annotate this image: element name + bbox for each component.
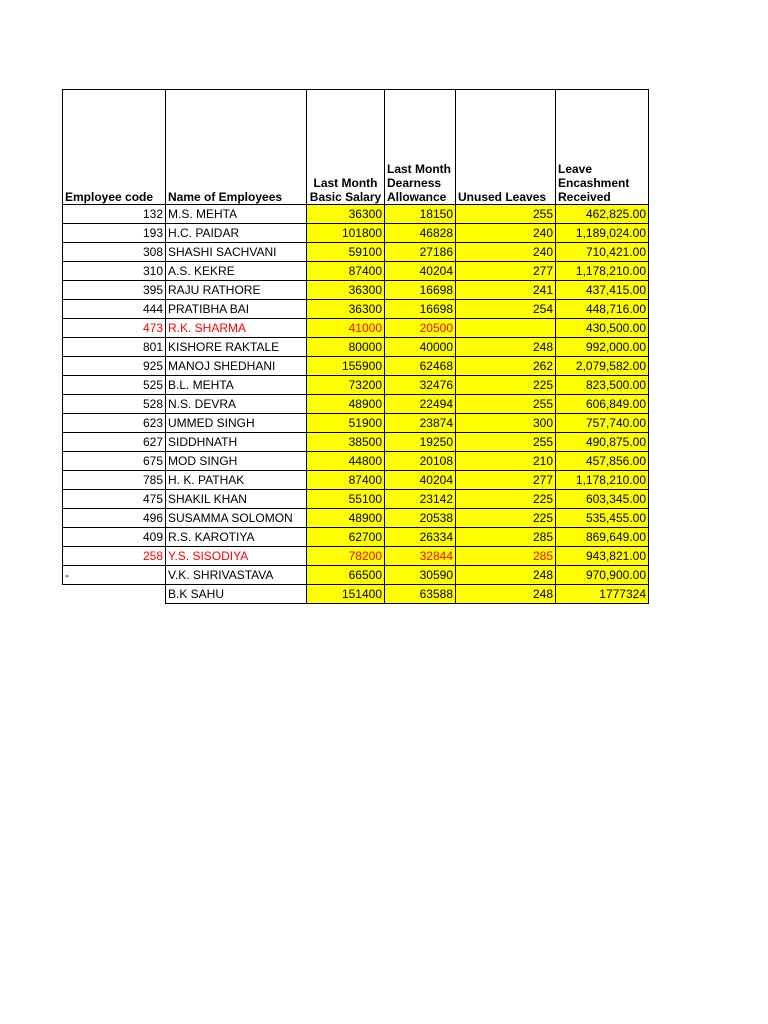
cell-employee-code[interactable]: 310 <box>63 262 166 281</box>
cell-employee-name[interactable]: M.S. MEHTA <box>166 205 307 224</box>
header-employee-name[interactable]: Name of Employees <box>166 90 307 205</box>
header-leave-encashment[interactable]: Leave Encashment Received <box>556 90 649 205</box>
cell-dearness-allowance[interactable]: 16698 <box>385 300 456 319</box>
table-row <box>63 566 649 585</box>
table-row <box>63 490 649 509</box>
table-row <box>63 338 649 357</box>
table-body <box>63 205 649 604</box>
cell-basic-salary[interactable]: 41000 <box>307 319 385 338</box>
table-row <box>63 300 649 319</box>
cell-unused-leaves[interactable]: 248 <box>456 585 556 604</box>
cell-employee-code[interactable]: 395 <box>63 281 166 300</box>
cell-employee-name[interactable]: KISHORE RAKTALE <box>166 338 307 357</box>
cell-employee-code[interactable]: 409 <box>63 528 166 547</box>
cell-dearness-allowance[interactable]: 23874 <box>385 414 456 433</box>
table-row <box>63 433 649 452</box>
cell-employee-name[interactable]: H. K. PATHAK <box>166 471 307 490</box>
cell-leave-encashment[interactable]: 457,856.00 <box>556 452 649 471</box>
cell-employee-code[interactable]: 473 <box>63 319 166 338</box>
cell-unused-leaves[interactable]: 277 <box>456 262 556 281</box>
cell-leave-encashment[interactable]: 710,421.00 <box>556 243 649 262</box>
cell-employee-code[interactable]: 475 <box>63 490 166 509</box>
cell-dearness-allowance[interactable]: 20538 <box>385 509 456 528</box>
cell-leave-encashment[interactable]: 462,825.00 <box>556 205 649 224</box>
cell-dearness-allowance[interactable]: 19250 <box>385 433 456 452</box>
cell-basic-salary[interactable]: 51900 <box>307 414 385 433</box>
table-row <box>63 395 649 414</box>
cell-basic-salary[interactable]: 48900 <box>307 395 385 414</box>
cell-dearness-allowance[interactable]: 40204 <box>385 262 456 281</box>
table-row <box>63 376 649 395</box>
cell-employee-name[interactable]: B.K SAHU <box>166 585 307 604</box>
cell-employee-code[interactable]: 496 <box>63 509 166 528</box>
cell-leave-encashment[interactable]: 943,821.00 <box>556 547 649 566</box>
cell-employee-code[interactable]: 528 <box>63 395 166 414</box>
table-row <box>63 547 649 566</box>
cell-unused-leaves[interactable]: 255 <box>456 433 556 452</box>
cell-basic-salary[interactable]: 38500 <box>307 433 385 452</box>
table-row <box>63 243 649 262</box>
cell-basic-salary[interactable]: 44800 <box>307 452 385 471</box>
cell-basic-salary[interactable]: 62700 <box>307 528 385 547</box>
cell-leave-encashment[interactable]: 1,178,210.00 <box>556 471 649 490</box>
cell-dearness-allowance[interactable]: 63588 <box>385 585 456 604</box>
header-basic-salary[interactable]: Last Month Basic Salary <box>307 90 385 205</box>
cell-leave-encashment[interactable]: 437,415.00 <box>556 281 649 300</box>
table-row <box>63 414 649 433</box>
cell-leave-encashment[interactable]: 490,875.00 <box>556 433 649 452</box>
cell-leave-encashment[interactable]: 757,740.00 <box>556 414 649 433</box>
table-row <box>63 262 649 281</box>
cell-dearness-allowance[interactable]: 32476 <box>385 376 456 395</box>
table-row <box>63 509 649 528</box>
cell-employee-code[interactable]: 785 <box>63 471 166 490</box>
cell-unused-leaves[interactable]: 240 <box>456 224 556 243</box>
cell-employee-code[interactable] <box>63 585 166 604</box>
cell-unused-leaves[interactable]: 300 <box>456 414 556 433</box>
cell-unused-leaves[interactable]: 225 <box>456 509 556 528</box>
cell-employee-code[interactable]: 623 <box>63 414 166 433</box>
cell-employee-name[interactable]: MOD SINGH <box>166 452 307 471</box>
cell-employee-code[interactable]: 444 <box>63 300 166 319</box>
cell-unused-leaves[interactable]: 262 <box>456 357 556 376</box>
cell-basic-salary[interactable]: 36300 <box>307 205 385 224</box>
header-dearness-allowance[interactable]: Last Month Dearness Allowance <box>385 90 456 205</box>
cell-unused-leaves[interactable]: 285 <box>456 528 556 547</box>
cell-employee-code[interactable]: 675 <box>63 452 166 471</box>
cell-employee-code[interactable]: 801 <box>63 338 166 357</box>
table-row <box>63 471 649 490</box>
cell-unused-leaves[interactable]: 285 <box>456 547 556 566</box>
cell-dearness-allowance[interactable]: 32844 <box>385 547 456 566</box>
cell-basic-salary[interactable]: 80000 <box>307 338 385 357</box>
table-row <box>63 281 649 300</box>
cell-leave-encashment[interactable]: 535,455.00 <box>556 509 649 528</box>
cell-unused-leaves[interactable]: 255 <box>456 395 556 414</box>
cell-employee-code[interactable]: 627 <box>63 433 166 452</box>
cell-leave-encashment[interactable]: 992,000.00 <box>556 338 649 357</box>
cell-unused-leaves[interactable]: 254 <box>456 300 556 319</box>
header-unused-leaves[interactable]: Unused Leaves <box>456 90 556 205</box>
cell-leave-encashment[interactable]: 823,500.00 <box>556 376 649 395</box>
cell-unused-leaves[interactable]: 225 <box>456 490 556 509</box>
cell-basic-salary[interactable]: 101800 <box>307 224 385 243</box>
cell-unused-leaves[interactable] <box>456 319 556 338</box>
cell-leave-encashment[interactable]: 1,189,024.00 <box>556 224 649 243</box>
cell-employee-name[interactable]: SIDDHNATH <box>166 433 307 452</box>
cell-dearness-allowance[interactable]: 46828 <box>385 224 456 243</box>
cell-basic-salary[interactable]: 36300 <box>307 300 385 319</box>
cell-basic-salary[interactable]: 66500 <box>307 566 385 585</box>
cell-unused-leaves[interactable]: 241 <box>456 281 556 300</box>
cell-employee-name[interactable]: PRATIBHA BAI <box>166 300 307 319</box>
cell-employee-code[interactable]: 258 <box>63 547 166 566</box>
cell-basic-salary[interactable]: 87400 <box>307 471 385 490</box>
leave-encashment-table <box>62 89 649 604</box>
cell-dearness-allowance[interactable]: 20108 <box>385 452 456 471</box>
cell-unused-leaves[interactable]: 248 <box>456 338 556 357</box>
cell-leave-encashment[interactable]: 606,849.00 <box>556 395 649 414</box>
cell-employee-code[interactable]: 925 <box>63 357 166 376</box>
cell-basic-salary[interactable]: 55100 <box>307 490 385 509</box>
cell-employee-code[interactable]: 193 <box>63 224 166 243</box>
cell-basic-salary[interactable]: 151400 <box>307 585 385 604</box>
table-row <box>63 585 649 604</box>
cell-leave-encashment[interactable]: 1,178,210.00 <box>556 262 649 281</box>
cell-employee-code[interactable]: 525 <box>63 376 166 395</box>
table-row <box>63 224 649 243</box>
cell-leave-encashment[interactable]: 1777324 <box>556 585 649 604</box>
table-row <box>63 357 649 376</box>
table-row <box>63 319 649 338</box>
cell-unused-leaves[interactable]: 248 <box>456 566 556 585</box>
cell-leave-encashment[interactable]: 2,079,582.00 <box>556 357 649 376</box>
cell-unused-leaves[interactable]: 225 <box>456 376 556 395</box>
cell-unused-leaves[interactable]: 210 <box>456 452 556 471</box>
cell-leave-encashment[interactable]: 603,345.00 <box>556 490 649 509</box>
cell-basic-salary[interactable]: 87400 <box>307 262 385 281</box>
cell-employee-code[interactable]: 308 <box>63 243 166 262</box>
cell-employee-name[interactable]: V.K. SHRIVASTAVA <box>166 566 307 585</box>
cell-basic-salary[interactable]: 48900 <box>307 509 385 528</box>
cell-dearness-allowance[interactable]: 30590 <box>385 566 456 585</box>
cell-employee-name[interactable]: N.S. DEVRA <box>166 395 307 414</box>
cell-employee-name[interactable]: Y.S. SISODIYA <box>166 547 307 566</box>
cell-dearness-allowance[interactable]: 40204 <box>385 471 456 490</box>
cell-unused-leaves[interactable]: 277 <box>456 471 556 490</box>
header-row <box>63 90 649 205</box>
cell-employee-name[interactable]: SHASHI SACHVANI <box>166 243 307 262</box>
cell-unused-leaves[interactable]: 255 <box>456 205 556 224</box>
table-row <box>63 452 649 471</box>
cell-leave-encashment[interactable]: 448,716.00 <box>556 300 649 319</box>
cell-employee-name[interactable]: RAJU RATHORE <box>166 281 307 300</box>
cell-employee-name[interactable]: B.L. MEHTA <box>166 376 307 395</box>
cell-leave-encashment[interactable]: 430,500.00 <box>556 319 649 338</box>
cell-employee-name[interactable]: A.S. KEKRE <box>166 262 307 281</box>
cell-leave-encashment[interactable]: 970,900.00 <box>556 566 649 585</box>
cell-dearness-allowance[interactable]: 27186 <box>385 243 456 262</box>
cell-employee-name[interactable]: R.K. SHARMA <box>166 319 307 338</box>
cell-dearness-allowance[interactable]: 23142 <box>385 490 456 509</box>
cell-employee-name[interactable]: UMMED SINGH <box>166 414 307 433</box>
table-row <box>63 205 649 224</box>
cell-basic-salary[interactable]: 78200 <box>307 547 385 566</box>
cell-leave-encashment[interactable]: 869,649.00 <box>556 528 649 547</box>
cell-employee-name[interactable]: H.C. PAIDAR <box>166 224 307 243</box>
cell-basic-salary[interactable]: 73200 <box>307 376 385 395</box>
cell-employee-code[interactable]: - <box>63 566 166 585</box>
cell-basic-salary[interactable]: 36300 <box>307 281 385 300</box>
cell-unused-leaves[interactable]: 240 <box>456 243 556 262</box>
table-row <box>63 528 649 547</box>
cell-dearness-allowance[interactable]: 16698 <box>385 281 456 300</box>
cell-basic-salary[interactable]: 59100 <box>307 243 385 262</box>
cell-dearness-allowance[interactable]: 40000 <box>385 338 456 357</box>
cell-dearness-allowance[interactable]: 20500 <box>385 319 456 338</box>
cell-dearness-allowance[interactable]: 62468 <box>385 357 456 376</box>
cell-employee-name[interactable]: SHAKIL KHAN <box>166 490 307 509</box>
cell-employee-name[interactable]: SUSAMMA SOLOMON <box>166 509 307 528</box>
cell-employee-name[interactable]: R.S. KAROTIYA <box>166 528 307 547</box>
cell-dearness-allowance[interactable]: 26334 <box>385 528 456 547</box>
header-employee-code[interactable]: Employee code <box>63 90 166 205</box>
cell-basic-salary[interactable]: 155900 <box>307 357 385 376</box>
cell-employee-name[interactable]: MANOJ SHEDHANI <box>166 357 307 376</box>
cell-dearness-allowance[interactable]: 22494 <box>385 395 456 414</box>
cell-dearness-allowance[interactable]: 18150 <box>385 205 456 224</box>
cell-employee-code[interactable]: 132 <box>63 205 166 224</box>
